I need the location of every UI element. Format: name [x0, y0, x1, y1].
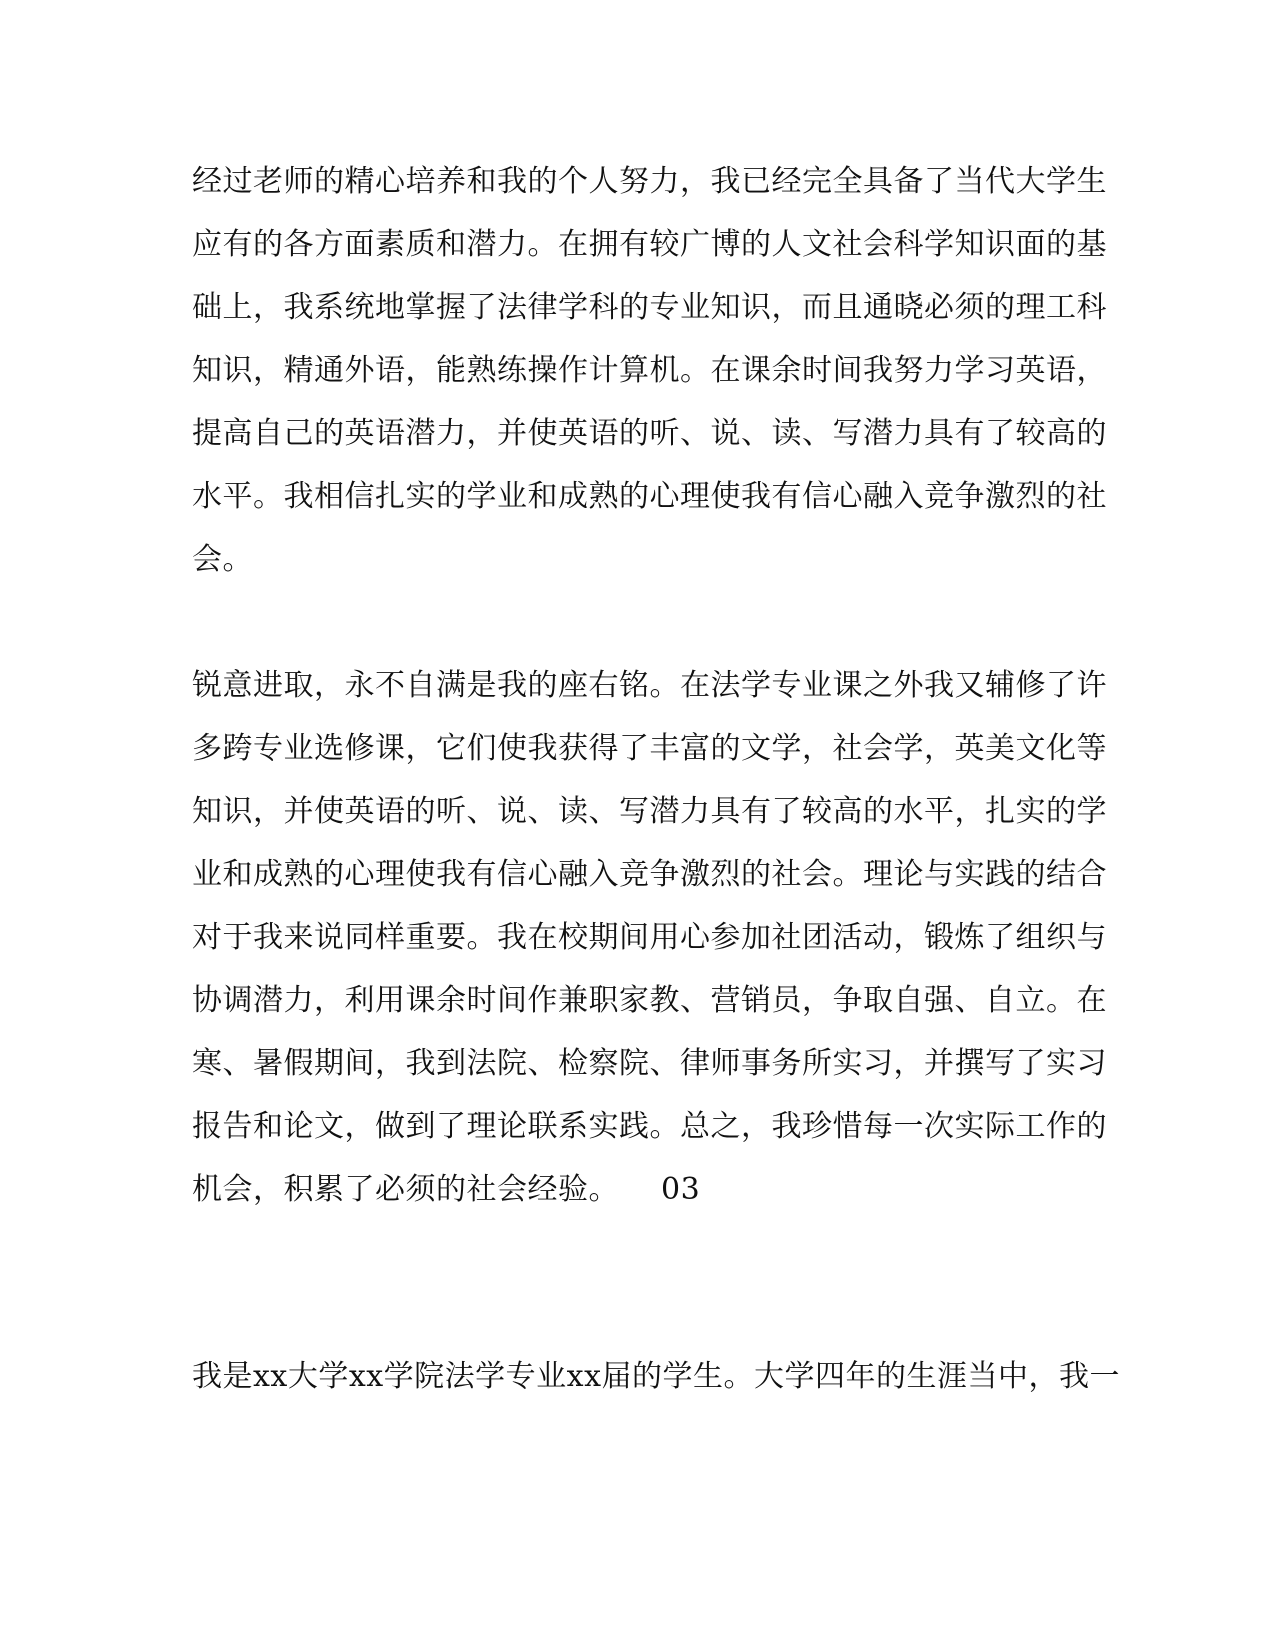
paragraph-2-line-8: 报告和论文，做到了理论联系实践。总之，我珍惜每一次实际工作的 [192, 1109, 1107, 1144]
paragraph-1-line-6: 水平。我相信扎实的学业和成熟的心理使我有信心融入竞争激烈的社 [192, 479, 1107, 514]
paragraph-1-line-2: 应有的各方面素质和潜力。在拥有较广博的人文社会科学知识面的基 [192, 227, 1107, 262]
paragraph-1-line-1: 经过老师的精心培养和我的个人努力，我已经完全具备了当代大学生 [192, 164, 1107, 199]
paragraph-2-line-4: 业和成熟的心理使我有信心融入竞争激烈的社会。理论与实践的结合 [192, 857, 1107, 892]
paragraph-1-line-7: 会。 [192, 542, 253, 577]
paragraph-2-line-6: 协调潜力，利用课余时间作兼职家教、营销员，争取自强、自立。在 [192, 983, 1107, 1018]
section-number: 03 [661, 1172, 701, 1207]
paragraph-2-line-9-text: 机会，积累了必须的社会经验。 [192, 1172, 619, 1207]
paragraph-2-line-5: 对于我来说同样重要。我在校期间用心参加社团活动，锻炼了组织与 [192, 920, 1107, 955]
paragraph-2-line-7: 寒、暑假期间，我到法院、检察院、律师事务所实习，并撰写了实习 [192, 1046, 1107, 1081]
paragraph-1-line-5: 提高自己的英语潜力，并使英语的听、说、读、写潜力具有了较高的 [192, 416, 1107, 451]
paragraph-1-line-3: 础上，我系统地掌握了法律学科的专业知识，而且通晓必须的理工科 [192, 290, 1107, 325]
paragraph-2-line-9 [192, 1170, 1082, 1210]
paragraph-2-line-1: 锐意进取，永不自满是我的座右铭。在法学专业课之外我又辅修了许 [192, 668, 1107, 703]
paragraph-1-line-4: 知识，精通外语，能熟练操作计算机。在课余时间我努力学习英语， [192, 353, 1107, 388]
paragraph-2-line-2: 多跨专业选修课，它们使我获得了丰富的文学，社会学，英美文化等 [192, 731, 1107, 766]
paragraph-3-line-1: 我是xx大学xx学院法学专业xx届的学生。大学四年的生涯当中，我一 [192, 1359, 1121, 1394]
paragraph-2-line-3: 知识，并使英语的听、说、读、写潜力具有了较高的水平，扎实的学 [192, 794, 1107, 829]
